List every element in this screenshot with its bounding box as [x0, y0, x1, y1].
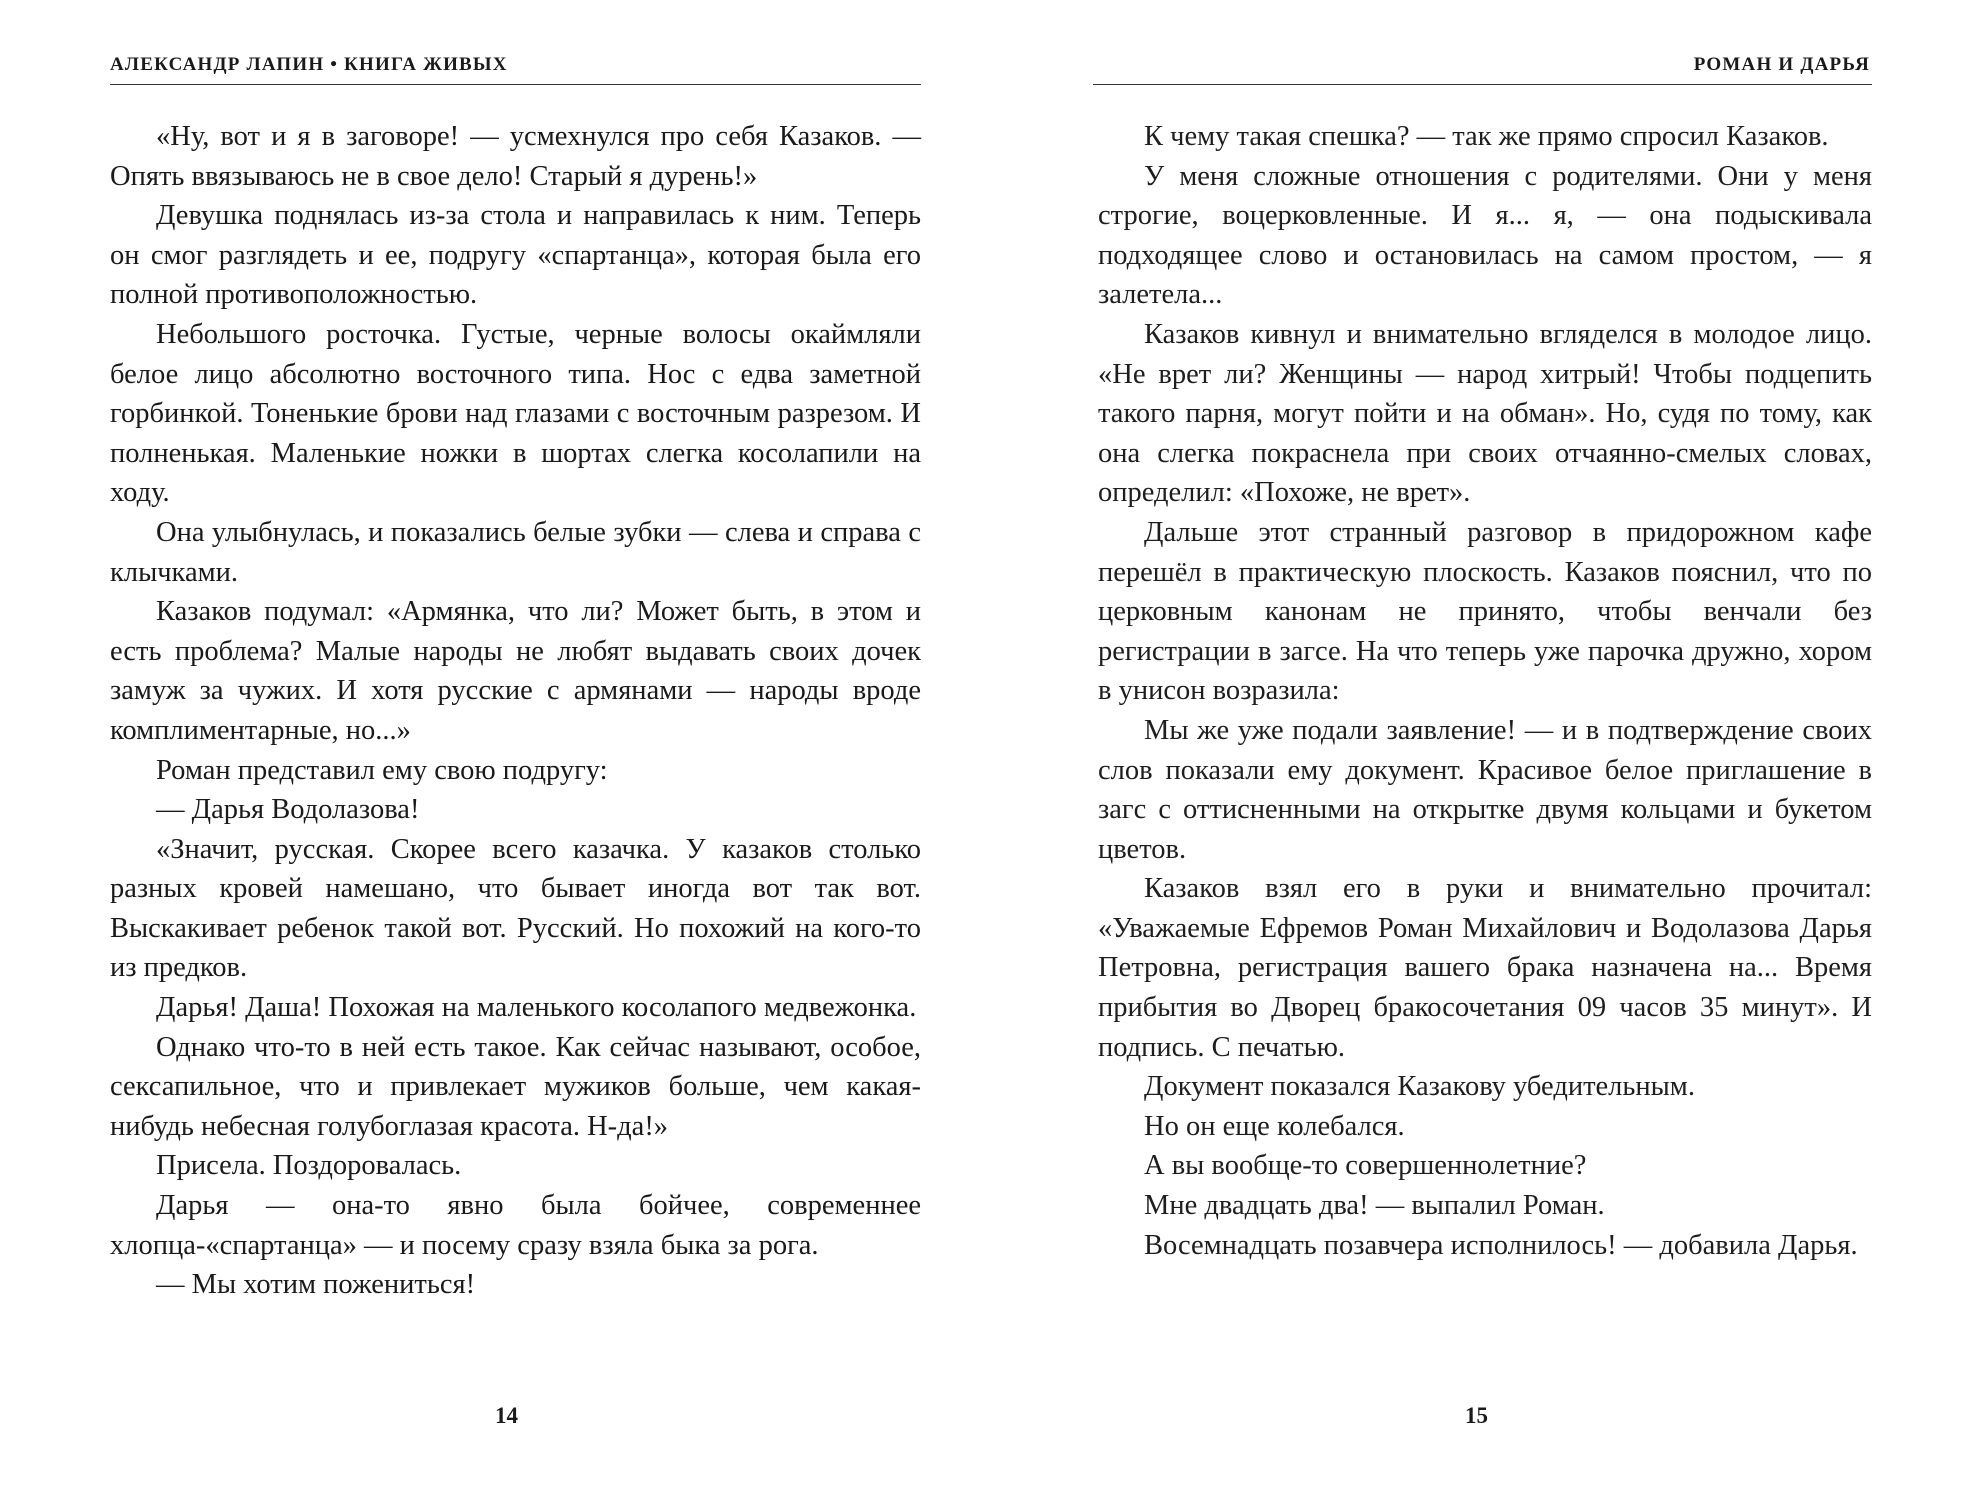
- body-text-right: [1098, 117, 1872, 1265]
- paragraph: Она улыбнулась, и показались белые зубки — слева и справа с клычками.: [110, 516, 921, 588]
- paragraph: — Мы хотим пожениться!: [156, 1269, 476, 1301]
- paragraph: — Дарья Водолазова!: [156, 794, 420, 826]
- paragraph: Девушка поднялась из-за стола и направилась к ним. Теперь он смог разглядеть и ее, подругу «спартанца», которая была его полной противоположностью.: [110, 200, 921, 311]
- paragraph: Казаков подумал: «Армянка, что ли? Может быть, в этом и есть проблема? Малые народы не любят выдавать своих дочек замуж за чужих. И хотя русские с армянами — народы вроде комплиментарные, но...»: [110, 596, 921, 746]
- paragraph: А вы вообще-то совершеннолетние?: [1144, 1150, 1587, 1182]
- paragraph: «Ну, вот и я в заговоре! — усмехнулся про себя Казаков. — Опять ввязываюсь не в свое дело! Старый я дурень!»: [110, 121, 921, 192]
- paragraph: Присела. Поздоровалась.: [156, 1150, 462, 1182]
- paragraph: Дарья! Даша! Похожая на маленького косолапого медвежонка.: [156, 992, 917, 1024]
- paragraph: Дарья — она-то явно была бойчее, современнее хлопца-«спартанца» — и посему сразу взяла быка за рога.: [110, 1190, 921, 1261]
- body-text-left: [110, 117, 921, 1305]
- paragraph: Роман представил ему свою подругу:: [156, 754, 608, 786]
- paragraph: Восемнадцать позавчера исполнилось! — добавила Дарья.: [1144, 1229, 1858, 1261]
- paragraph: Документ показался Казакову убедительным.: [1144, 1071, 1695, 1103]
- running-head-left: АЛЕКСАНДР ЛАПИН • КНИГА ЖИВЫХ: [110, 54, 508, 75]
- paragraph: Мы же уже подали заявление! — и в подтверждение своих слов показали ему документ. Красивое белое приглашение в загс с оттисненными на открытке двумя кольцами и букетом цветов.: [1098, 714, 1872, 865]
- paragraph: К чему такая спешка? — так же прямо спросил Казаков.: [1144, 121, 1829, 152]
- right-page: [988, 0, 1977, 1512]
- page-number-left: 14: [495, 1403, 518, 1428]
- paragraph: Однако что-то в ней есть такое. Как сейчас называют, особое, сексапильное, что и привлекает мужиков больше, чем какая-нибудь небесная голубоглазая красота. Н-да!»: [110, 1031, 921, 1142]
- paragraph: Мне двадцать два! — выпалил Роман.: [1144, 1190, 1605, 1222]
- paragraph: Казаков взял его в руки и внимательно прочитал: «Уважаемые Ефремов Роман Михайлович и Водолазова Дарья Петровна, регистрация вашего брака назначена на... Время прибытия во Дворец бракосочетания 09 часов 35 минут». И подпись. С печатью.: [1098, 873, 1872, 1063]
- page-number-right: 15: [1465, 1403, 1488, 1428]
- paragraph: Но он еще колебался.: [1144, 1110, 1405, 1142]
- paragraph: «Значит, русская. Скорее всего казачка. У казаков столько разных кровей намешано, что бывает иногда вот так вот. Выскакивает ребенок такой вот. Русский. Но похожий на кого-то из предков.: [110, 833, 921, 984]
- header-rule-left: [110, 84, 921, 85]
- running-head-right: РОМАН И ДАРЬЯ: [1693, 54, 1870, 75]
- paragraph: Дальше этот странный разговор в придорожном кафе перешёл в практическую плоскость. Казаков пояснил, что по церковным канонам не принято, чтобы венчали без регистрации в загсе. На что теперь уже парочка дружно, хором в унисон возразила:: [1098, 516, 1872, 707]
- paragraph: Небольшого росточка. Густые, черные волосы окаймляли белое лицо абсолютно восточного типа. Нос с едва заметной горбинкой. Тоненькие брови над глазами с восточным разрезом. И полненькая. Маленькие ножки в шортах слегка косолапили на ходу.: [110, 318, 921, 509]
- left-page: [0, 0, 988, 1512]
- header-rule-right: [1093, 84, 1872, 85]
- paragraph: Казаков кивнул и внимательно вгляделся в молодое лицо. «Не врет ли? Женщины — народ хитрый! Чтобы подцепить такого парня, могут пойти и на обман». Но, судя по тому, как она слегка покраснела при своих отчаянно-смелых словах, определил: «Похоже, не врет».: [1098, 318, 1872, 509]
- paragraph: У меня сложные отношения с родителями. Они у меня строгие, воцерковленные. И я... я, — она подыскивала подходящее слово и остановилась на самом простом, — я залетела...: [1098, 160, 1872, 311]
